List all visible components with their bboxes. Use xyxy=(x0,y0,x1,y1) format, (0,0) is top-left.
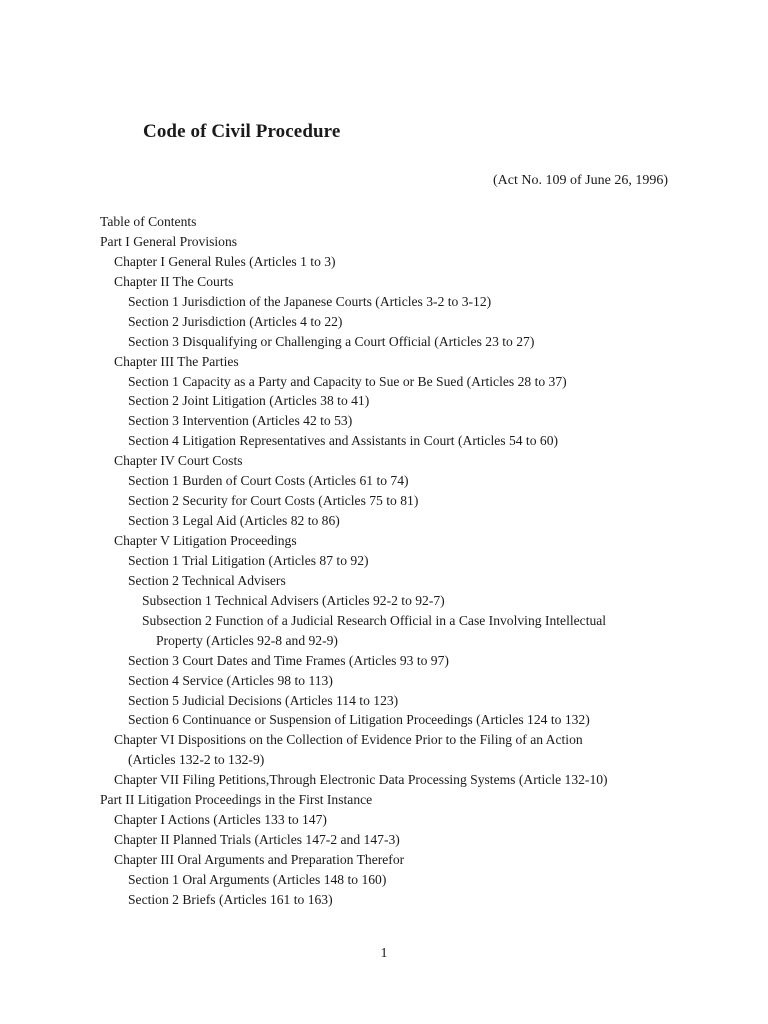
toc-line: Chapter I General Rules (Articles 1 to 3) xyxy=(114,253,336,269)
toc-line: Section 2 Joint Litigation (Articles 38 to 41) xyxy=(128,393,370,409)
toc-line: Chapter VII Filing Petitions,Through Electronic Data Processing Systems (Article 132-10) xyxy=(114,772,608,788)
toc-line: Chapter IV Court Costs xyxy=(114,453,243,469)
table-of-contents xyxy=(100,212,700,910)
toc-line: Part I General Provisions xyxy=(100,233,238,249)
act-reference: (Act No. 109 of June 26, 1996) xyxy=(493,173,668,188)
page-number: 1 xyxy=(380,946,388,961)
toc-line: Chapter III Oral Arguments and Preparation Therefor xyxy=(114,852,405,867)
toc-line: Section 3 Court Dates and Time Frames (Articles 93 to 97) xyxy=(128,652,449,668)
toc-line: Section 1 Burden of Court Costs (Articles 61 to 74) xyxy=(128,473,409,489)
toc-line: Part II Litigation Proceedings in the First Instance xyxy=(100,792,373,808)
toc-line: Section 3 Intervention (Articles 42 to 53) xyxy=(128,413,353,429)
toc-line: Section 1 Jurisdiction of the Japanese Courts (Articles 3-2 to 3-12) xyxy=(128,293,492,309)
toc-line: Section 2 Technical Advisers xyxy=(128,572,286,588)
toc-line: Subsection 2 Function of a Judicial Research Official in a Case Involving Intellectual xyxy=(142,612,607,628)
toc-line: (Articles 132-2 to 132-9) xyxy=(128,752,265,768)
toc-line: Section 1 Oral Arguments (Articles 148 to 160) xyxy=(128,871,387,887)
toc-line: Section 1 Trial Litigation (Articles 87 to 92) xyxy=(128,552,369,568)
toc-line: Property (Articles 92-8 and 92-9) xyxy=(156,632,338,648)
toc-line: Section 4 Litigation Representatives and Assistants in Court (Articles 54 to 60) xyxy=(128,433,559,449)
toc-line: Section 5 Judicial Decisions (Articles 114 to 123) xyxy=(128,692,399,708)
toc-line: Chapter II Planned Trials (Articles 147-2 and 147-3) xyxy=(114,832,400,848)
toc-line: Chapter V Litigation Proceedings xyxy=(114,533,297,548)
toc-line: Section 2 Jurisdiction (Articles 4 to 22) xyxy=(128,313,343,329)
toc-line: Section 4 Service (Articles 98 to 113) xyxy=(128,672,333,688)
toc-line: Section 3 Legal Aid (Articles 82 to 86) xyxy=(128,513,340,529)
toc-line: Subsection 1 Technical Advisers (Articles 92-2 to 92-7) xyxy=(142,592,445,608)
toc-line: Section 2 Briefs (Articles 161 to 163) xyxy=(128,891,333,907)
toc-line: Section 1 Capacity as a Party and Capacity to Sue or Be Sued (Articles 28 to 37) xyxy=(128,373,567,389)
toc-line: Section 3 Disqualifying or Challenging a Court Official (Articles 23 to 27) xyxy=(128,333,535,349)
toc-line: Section 2 Security for Court Costs (Articles 75 to 81) xyxy=(128,493,419,509)
toc-line: Table of Contents xyxy=(100,214,197,229)
document-title: Code of Civil Procedure xyxy=(143,121,341,142)
toc-line: Chapter III The Parties xyxy=(114,353,239,369)
toc-line: Chapter I Actions (Articles 133 to 147) xyxy=(114,812,327,828)
toc-line: Chapter VI Dispositions on the Collection of Evidence Prior to the Filing of an Action xyxy=(114,732,583,748)
toc-line: Chapter II The Courts xyxy=(114,273,234,289)
toc-line: Section 6 Continuance or Suspension of Litigation Proceedings (Articles 124 to 132) xyxy=(128,712,590,728)
